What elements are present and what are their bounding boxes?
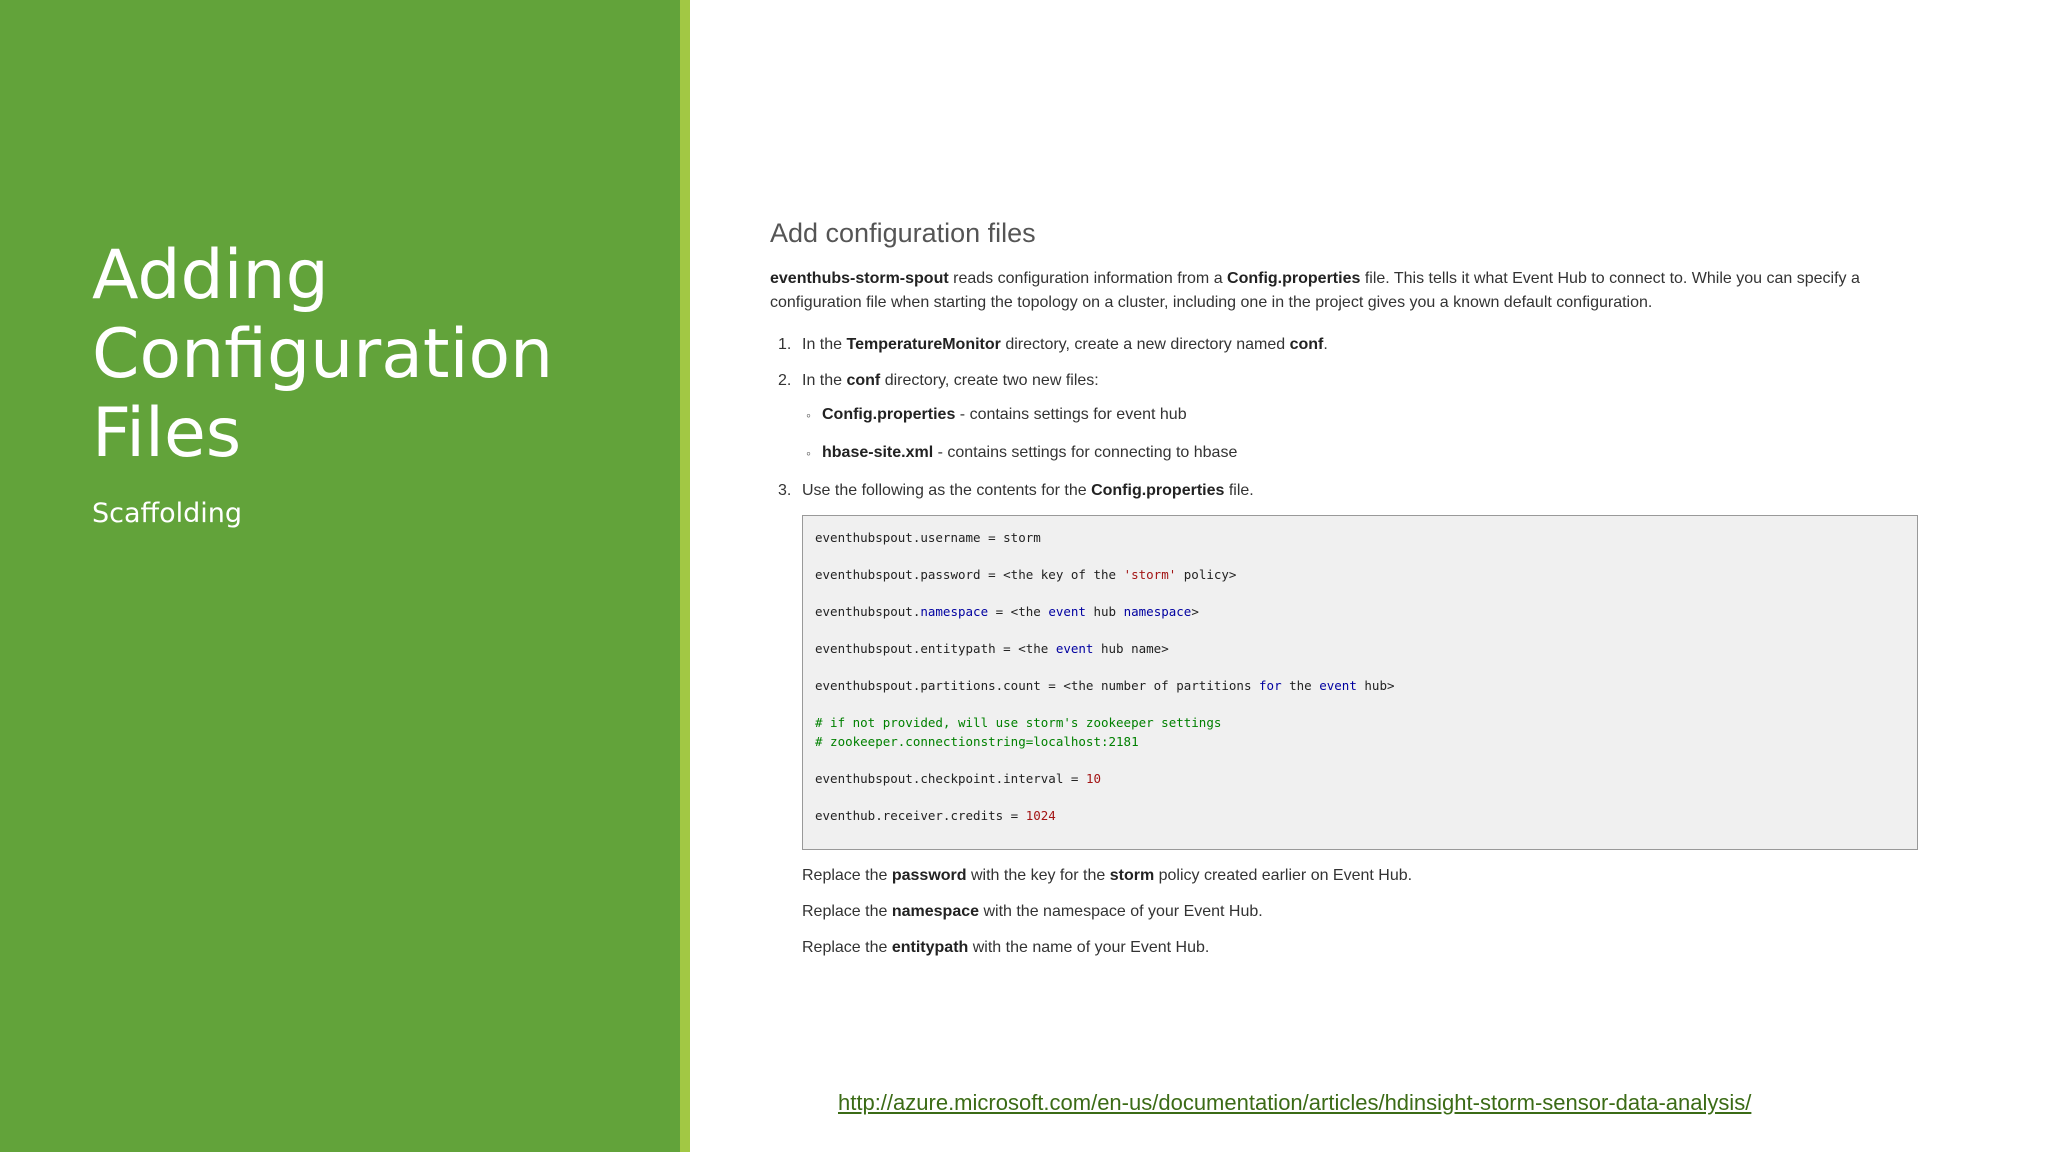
code-line — [815, 565, 1905, 584]
file-item — [802, 403, 1930, 427]
doc-screenshot — [770, 218, 1930, 972]
code-line — [815, 676, 1905, 695]
code-keyword: event — [1055, 641, 1094, 656]
file-name: hbase-site.xml — [822, 444, 934, 461]
replace-bold: entitypath — [891, 939, 969, 956]
intro-text: file. This tells it what Event Hub to connect to. While you can specify a configuration file when starting the topology on a cluster, including one in the project gives you a known default configuration. — [770, 270, 1860, 311]
code-token: policy> — [1176, 567, 1237, 582]
code-token: eventhubspout.checkpoint.interval = — [815, 771, 1086, 786]
step-number: 3. — [778, 482, 792, 499]
replace-text: policy created earlier on Event Hub. — [1154, 867, 1413, 884]
step-text: In the — [802, 336, 847, 353]
slide-title-line: Configuration — [92, 315, 554, 394]
code-keyword: for — [1259, 678, 1282, 693]
replace-text: Replace the — [802, 903, 892, 920]
code-token: = <the — [988, 604, 1049, 619]
code-keyword: namespace — [920, 604, 989, 619]
file-name: Config.properties — [822, 406, 956, 423]
code-token: eventhub.receiver.credits = — [815, 808, 1026, 823]
code-keyword: event — [1319, 678, 1357, 693]
source-link[interactable]: http://azure.microsoft.com/en-us/documentation/articles/hdinsight-storm-sensor-data-analysis/ — [838, 1090, 1752, 1115]
file-desc: - contains settings for connecting to hbase — [933, 444, 1238, 461]
replace-note — [802, 864, 1930, 888]
title-panel — [0, 0, 680, 1152]
code-token: eventhubspout. — [815, 604, 921, 619]
step-number: 2. — [778, 372, 792, 389]
step-item — [770, 333, 1930, 357]
slide-title — [92, 236, 652, 473]
code-line — [815, 639, 1905, 658]
code-comment: # if not provided, will use storm's zookeeper settings — [815, 715, 1222, 730]
step-text: file. — [1224, 482, 1254, 499]
code-token: eventhubspout.password = <the key of the — [815, 567, 1124, 582]
step-text: In the — [802, 372, 847, 389]
code-line — [815, 602, 1905, 621]
code-token: hub name> — [1093, 641, 1169, 656]
step-bold: conf — [846, 372, 881, 389]
config-code-block[interactable] — [802, 515, 1918, 850]
step-text: directory, create two new files: — [880, 372, 1099, 389]
slide-title-line: Files — [92, 394, 242, 473]
replace-text: Replace the — [802, 939, 892, 956]
section-heading: Add configuration files — [770, 218, 1036, 248]
code-number: 10 — [1085, 771, 1101, 786]
code-line: eventhubspout.username = storm — [815, 530, 1041, 545]
step-bold: Config.properties — [1091, 482, 1225, 499]
slide-subtitle: Scaffolding — [92, 498, 243, 529]
step-item — [770, 369, 1930, 465]
replace-text: Replace the — [802, 867, 892, 884]
code-token: eventhubspout.partitions.count = <the number of partitions — [815, 678, 1260, 693]
code-token: hub> — [1356, 678, 1395, 693]
replace-bold: namespace — [891, 903, 980, 920]
accent-bar — [680, 0, 690, 1152]
replace-note — [802, 936, 1930, 960]
code-keyword: namespace — [1123, 604, 1192, 619]
intro-text: reads configuration information from a — [948, 270, 1228, 287]
code-token: the — [1281, 678, 1320, 693]
replace-note — [802, 900, 1930, 924]
step-text: directory, create a new directory named — [1000, 336, 1290, 353]
step-bold: TemperatureMonitor — [846, 336, 1001, 353]
code-comment: # zookeeper.connectionstring=localhost:2181 — [815, 734, 1139, 749]
code-line — [815, 769, 1905, 788]
step-item — [770, 479, 1930, 503]
code-keyword: event — [1048, 604, 1086, 619]
replace-bold: storm — [1109, 867, 1155, 884]
steps-list — [770, 333, 1930, 503]
code-token: hub — [1085, 604, 1124, 619]
replace-text: with the namespace of your Event Hub. — [979, 903, 1263, 920]
intro-bold: Config.properties — [1227, 270, 1361, 287]
code-line — [815, 806, 1905, 825]
step-bold: conf — [1289, 336, 1324, 353]
code-string: 'storm' — [1123, 567, 1177, 582]
intro-bold: eventhubs-storm-spout — [770, 270, 949, 287]
step-text: Use the following as the contents for the — [802, 482, 1092, 499]
intro-paragraph — [770, 267, 1930, 315]
replace-text: with the key for the — [966, 867, 1110, 884]
step-text: . — [1323, 336, 1328, 353]
code-token: > — [1191, 604, 1199, 619]
file-desc: - contains settings for event hub — [955, 406, 1187, 423]
replace-bold: password — [891, 867, 967, 884]
slide-title-line: Adding — [92, 236, 329, 315]
code-token: eventhubspout.entitypath = <the — [815, 641, 1056, 656]
step-number: 1. — [778, 336, 792, 353]
files-list — [802, 403, 1930, 465]
file-item — [802, 441, 1930, 465]
code-number: 1024 — [1025, 808, 1056, 823]
replace-text: with the name of your Event Hub. — [968, 939, 1210, 956]
